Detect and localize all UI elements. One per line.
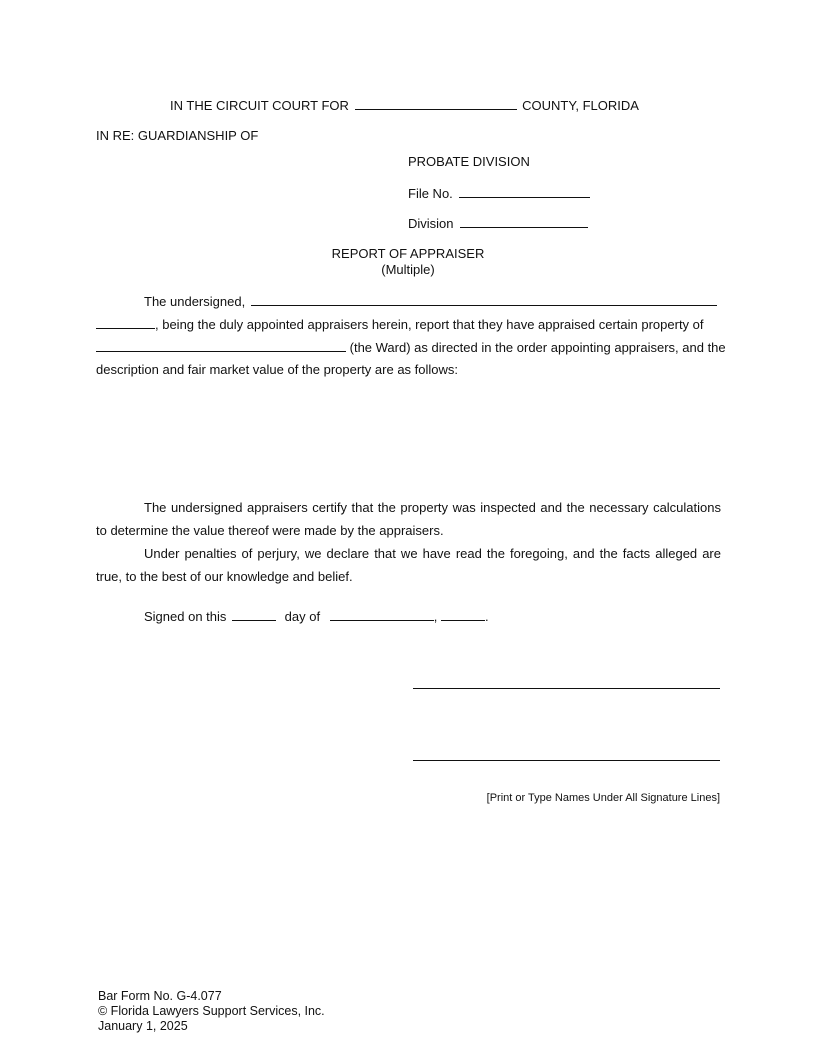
- p1-line2-text: , being the duly appointed appraisers herein, report that they have appraised certain property of: [155, 317, 704, 332]
- signed-comma: ,: [433, 609, 438, 624]
- file-no-line: [408, 185, 590, 201]
- court-prefix: IN THE CIRCUIT COURT FOR: [170, 98, 349, 113]
- p1-line1: [144, 293, 721, 309]
- in-re-line: IN RE: GUARDIANSHIP OF: [96, 128, 259, 143]
- signed-period: .: [484, 609, 489, 624]
- probate-division: PROBATE DIVISION: [408, 154, 530, 169]
- signed-day-blank[interactable]: [232, 608, 276, 621]
- signed-line: [144, 608, 489, 624]
- p1-line3-text: (the Ward) as directed in the order appointing appraisers, and the: [349, 340, 726, 355]
- appraisers-names-blank[interactable]: [251, 293, 717, 306]
- document-title: REPORT OF APPRAISER: [331, 246, 485, 261]
- file-no-label: File No.: [408, 186, 453, 201]
- county-blank[interactable]: [355, 97, 517, 110]
- court-suffix: COUNTY, FLORIDA: [522, 98, 639, 113]
- ward-name-blank[interactable]: [96, 339, 346, 352]
- p1-start: The undersigned,: [144, 294, 246, 309]
- signature-line-1[interactable]: [413, 688, 720, 689]
- certification-text: The undersigned appraisers certify that the property was inspected and the necessary calculations to determine the value thereof were made by the appraisers.: [96, 500, 721, 538]
- p1-line2: [96, 316, 721, 332]
- document-subtitle: (Multiple): [381, 262, 435, 277]
- p1-line3: [96, 339, 726, 355]
- division-line: [408, 215, 588, 231]
- court-header: [170, 97, 639, 113]
- p1-line4: description and fair market value of the property are as follows:: [96, 362, 459, 377]
- signed-prefix: Signed on this: [144, 609, 227, 624]
- copyright: © Florida Lawyers Support Services, Inc.: [98, 1004, 325, 1018]
- signed-month-blank[interactable]: [330, 608, 434, 621]
- appraisers-names-blank-cont[interactable]: [96, 316, 155, 329]
- form-footer: [98, 989, 325, 1034]
- perjury-paragraph: [96, 542, 721, 588]
- certification-paragraph: [96, 496, 721, 542]
- signed-day-of: day of: [284, 609, 321, 624]
- signed-year-blank[interactable]: [441, 608, 485, 621]
- form-date: January 1, 2025: [98, 1019, 188, 1033]
- signature-note: [Print or Type Names Under All Signature Lines]: [486, 792, 720, 804]
- perjury-text: Under penalties of perjury, we declare that we have read the foregoing, and the facts alleged are true, to the best of our knowledge and belief.: [96, 546, 721, 584]
- file-no-blank[interactable]: [459, 185, 590, 198]
- signature-line-2[interactable]: [413, 760, 720, 761]
- division-blank[interactable]: [460, 215, 588, 228]
- division-label: Division: [408, 216, 454, 231]
- form-number: Bar Form No. G-4.077: [98, 989, 222, 1003]
